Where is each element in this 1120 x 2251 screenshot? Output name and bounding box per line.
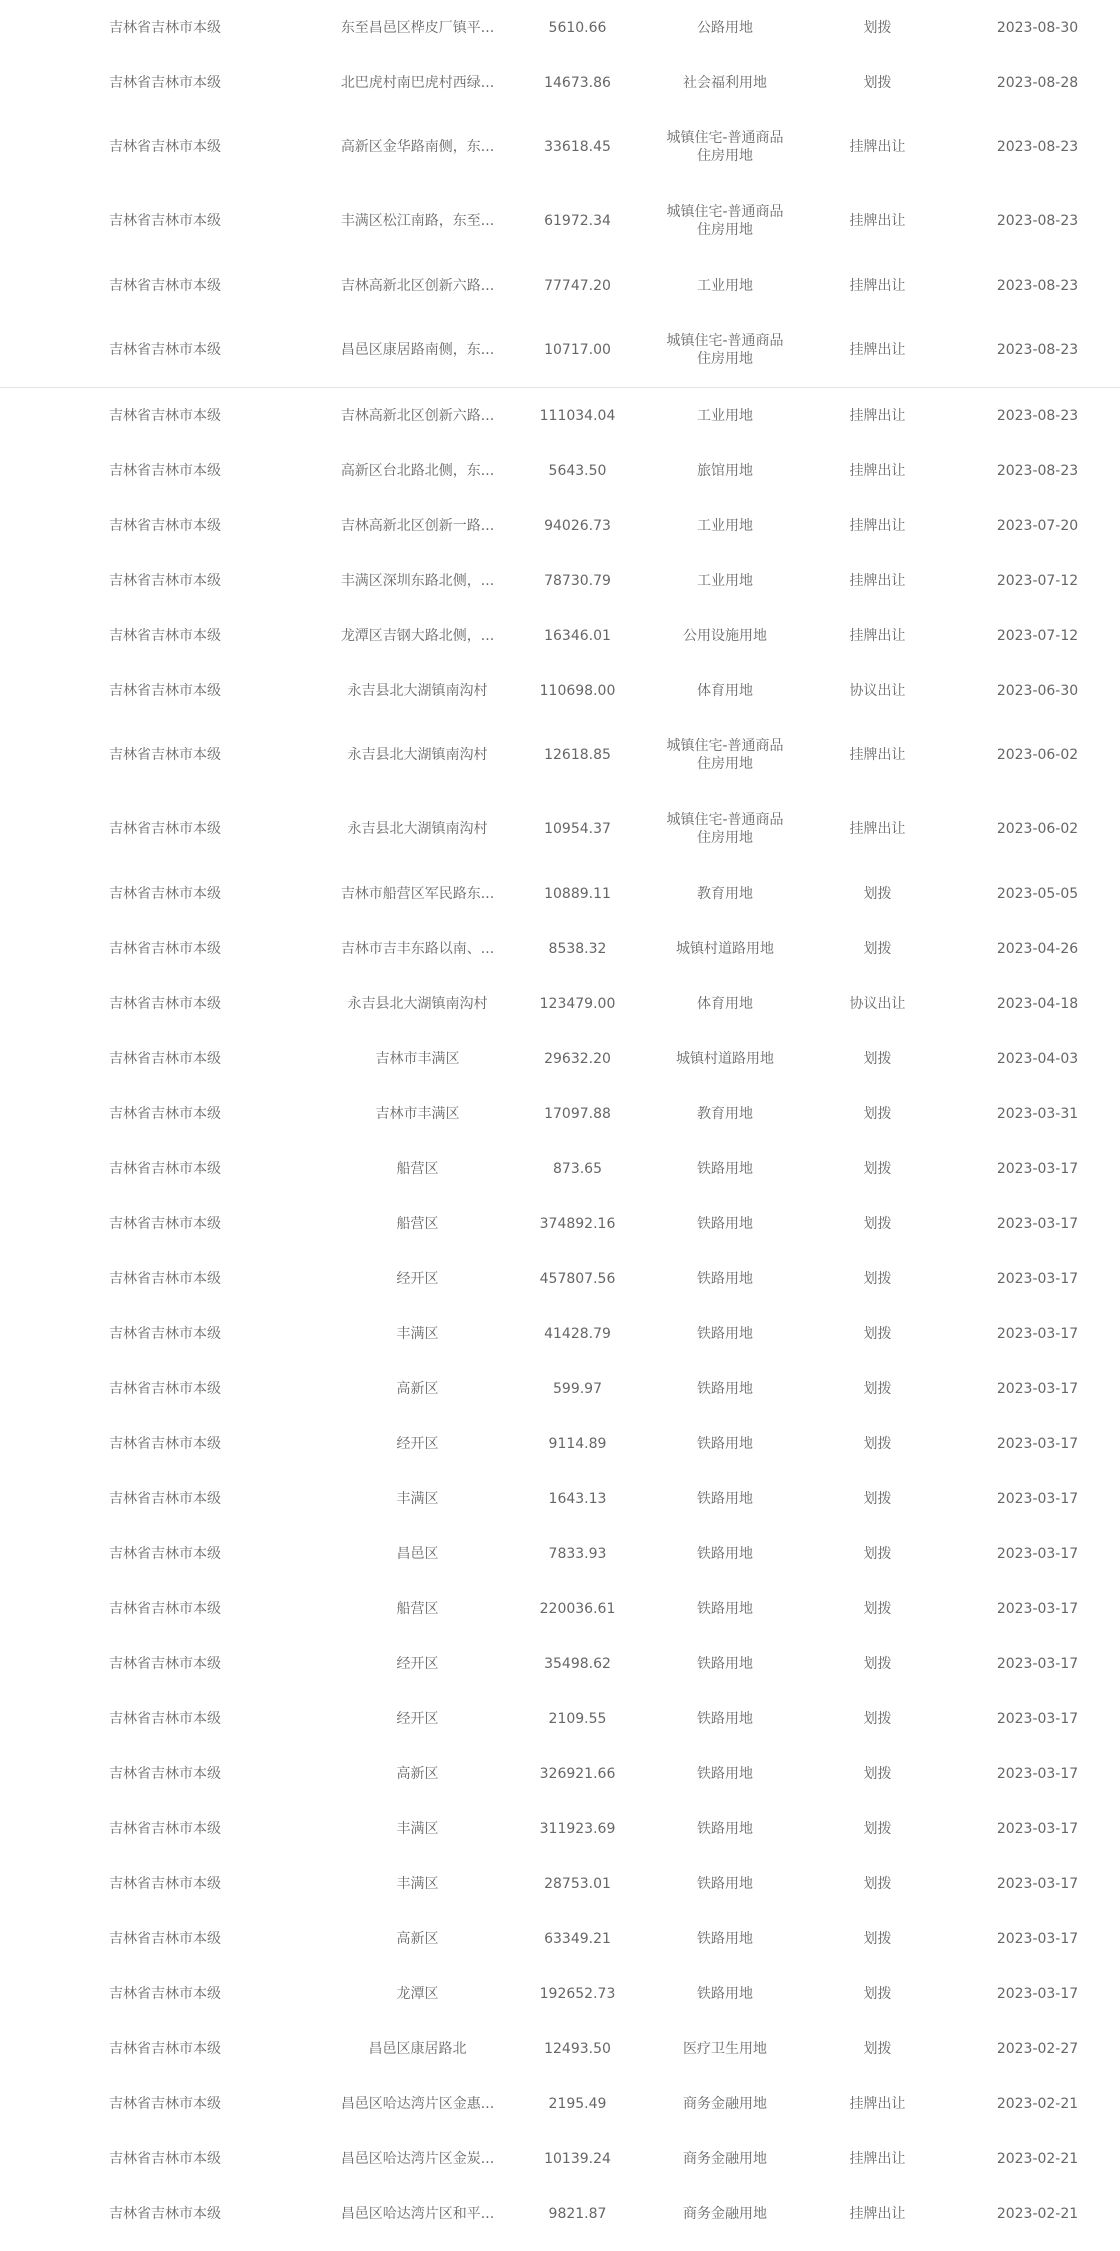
cell-method: 划拨 xyxy=(863,74,892,91)
cell-date: 2023-08-23 xyxy=(996,407,1079,424)
table-row[interactable] xyxy=(0,921,1120,976)
cell-location: 高新区 xyxy=(396,1380,439,1397)
cell-date: 2023-04-03 xyxy=(996,1050,1079,1067)
cell-area: 7833.93 xyxy=(548,1545,607,1562)
cell-region: 吉林省吉林市本级 xyxy=(109,74,221,91)
table-row[interactable] xyxy=(0,1746,1120,1801)
cell-area: 14673.86 xyxy=(544,74,611,91)
cell-date: 2023-03-17 xyxy=(996,1435,1079,1452)
cell-method: 划拨 xyxy=(863,1985,892,2002)
cell-region: 吉林省吉林市本级 xyxy=(109,1710,221,1727)
cell-method: 划拨 xyxy=(863,1270,892,1287)
cell-method: 挂牌出让 xyxy=(849,2095,906,2112)
cell-method: 划拨 xyxy=(863,1325,892,1342)
cell-region: 吉林省吉林市本级 xyxy=(109,1325,221,1342)
cell-region: 吉林省吉林市本级 xyxy=(0,313,330,388)
cell-date: 2023-02-21 xyxy=(996,2095,1079,2112)
cell-location: 吉林高新北区创新六路... xyxy=(340,407,495,424)
cell-region: 吉林省吉林市本级 xyxy=(109,1050,221,1067)
cell-region: 吉林省吉林市本级 xyxy=(109,1490,221,1507)
cell-location: 丰满区 xyxy=(396,1490,439,1507)
table-row[interactable] xyxy=(0,976,1120,1031)
cell-date: 2023-03-17 xyxy=(996,1380,1079,1397)
cell-date: 2023-06-30 xyxy=(996,682,1079,699)
cell-method: 划拨 xyxy=(863,1600,892,1617)
cell-area: 123479.00 xyxy=(539,995,616,1012)
cell-use: 教育用地 xyxy=(697,1105,753,1122)
cell-location: 永吉县北大湖镇南沟村 xyxy=(347,682,488,699)
cell-date: 2023-07-12 xyxy=(996,572,1079,589)
cell-region: 吉林省吉林市本级 xyxy=(109,1215,221,1232)
cell-use: 城镇住宅-普通商品住房用地 xyxy=(666,812,784,846)
cell-use: 铁路用地 xyxy=(697,1820,753,1837)
cell-region: 吉林省吉林市本级 xyxy=(109,747,221,763)
cell-location: 吉林市丰满区 xyxy=(375,1050,460,1067)
cell-region: 吉林省吉林市本级 xyxy=(109,2150,221,2167)
cell-location: 永吉县北大湖镇南沟村 xyxy=(347,995,488,1012)
cell-method: 划拨 xyxy=(863,885,892,902)
cell-date: 2023-08-23 xyxy=(996,213,1079,229)
cell-method: 挂牌出让 xyxy=(849,407,906,424)
cell-location: 昌邑区康居路北 xyxy=(368,2040,467,2057)
cell-method: 挂牌出让 xyxy=(849,2150,906,2167)
table-row[interactable] xyxy=(0,1031,1120,1086)
cell-date: 2023-02-27 xyxy=(996,2040,1079,2057)
cell-location: 船营区 xyxy=(396,1600,439,1617)
cell-date: 2023-03-17 xyxy=(996,1985,1079,2002)
cell-date: 2023-03-17 xyxy=(996,1325,1079,1342)
cell-method: 划拨 xyxy=(863,1435,892,1452)
cell-method: 划拨 xyxy=(863,1050,892,1067)
table-row[interactable] xyxy=(0,2131,1120,2186)
cell-method: 挂牌出让 xyxy=(849,821,906,837)
table-row[interactable] xyxy=(0,608,1120,663)
cell-date: 2023-03-17 xyxy=(996,1545,1079,1562)
cell-date: 2023-03-17 xyxy=(996,1160,1079,1177)
table-row[interactable] xyxy=(0,1141,1120,1196)
cell-location: 北巴虎村南巴虎村西绿... xyxy=(340,74,495,91)
cell-location: 船营区 xyxy=(396,1215,439,1232)
cell-method: 划拨 xyxy=(863,1380,892,1397)
cell-area: 12618.85 xyxy=(544,747,611,763)
cell-area: 8538.32 xyxy=(548,940,607,957)
cell-date: 2023-03-17 xyxy=(996,1270,1079,1287)
cell-area: 1643.13 xyxy=(548,1490,607,1507)
cell-region: 吉林省吉林市本级 xyxy=(109,995,221,1012)
cell-location: 吉林高新北区创新一路... xyxy=(340,517,495,534)
cell-location: 丰满区深圳东路北侧，... xyxy=(340,572,495,589)
cell-date: 2023-03-17 xyxy=(996,1765,1079,1782)
table-row[interactable] xyxy=(0,1911,1120,1966)
cell-location: 龙潭区吉钢大路北侧，... xyxy=(340,627,495,644)
cell-area: 10954.37 xyxy=(544,821,611,837)
cell-use: 铁路用地 xyxy=(697,1875,753,1892)
cell-area: 61972.34 xyxy=(544,213,611,229)
cell-use: 商务金融用地 xyxy=(683,2150,767,2167)
cell-method: 挂牌出让 xyxy=(849,627,906,644)
cell-region: 吉林省吉林市本级 xyxy=(109,1435,221,1452)
cell-location: 吉林市船营区军民路东... xyxy=(340,885,495,902)
cell-area: 41428.79 xyxy=(544,1325,611,1342)
cell-use: 城镇住宅-普通商品住房用地 xyxy=(666,130,784,164)
cell-method: 划拨 xyxy=(863,940,892,957)
table-row[interactable] xyxy=(0,313,1120,388)
cell-date: 2023-04-18 xyxy=(996,995,1079,1012)
table-row[interactable] xyxy=(0,663,1120,718)
cell-area: 599.97 xyxy=(553,1380,602,1397)
cell-location: 丰满区 xyxy=(396,1875,439,1892)
cell-area: 192652.73 xyxy=(539,1985,616,2002)
cell-method: 挂牌出让 xyxy=(849,213,906,229)
cell-date: 2023-02-21 xyxy=(996,2205,1079,2222)
cell-method: 挂牌出让 xyxy=(849,139,906,155)
cell-use: 铁路用地 xyxy=(697,1930,753,1947)
cell-location: 昌邑区哈达湾片区金惠... xyxy=(340,2095,495,2112)
cell-area: 5610.66 xyxy=(548,19,607,36)
table-row[interactable] xyxy=(0,1086,1120,1141)
cell-area: 110698.00 xyxy=(539,682,616,699)
cell-use: 商务金融用地 xyxy=(683,2095,767,2112)
cell-area: 2195.49 xyxy=(548,2095,607,2112)
table-row[interactable] xyxy=(0,792,1120,866)
cell-region: 吉林省吉林市本级 xyxy=(109,407,221,424)
cell-region: 吉林省吉林市本级 xyxy=(109,2040,221,2057)
table-row[interactable] xyxy=(0,110,1120,184)
table-row[interactable] xyxy=(0,2186,1120,2241)
cell-area: 311923.69 xyxy=(539,1820,616,1837)
cell-location: 昌邑区 xyxy=(396,1545,439,1562)
cell-region: 吉林省吉林市本级 xyxy=(109,1655,221,1672)
cell-location: 高新区金华路南侧，东... xyxy=(340,139,495,155)
table-row[interactable] xyxy=(0,718,1120,792)
cell-method: 划拨 xyxy=(863,1490,892,1507)
cell-method: 划拨 xyxy=(863,1655,892,1672)
table-row[interactable] xyxy=(0,1416,1120,1471)
cell-use: 铁路用地 xyxy=(697,1655,753,1672)
table-row[interactable] xyxy=(0,184,1120,258)
cell-use: 教育用地 xyxy=(697,885,753,902)
cell-method: 协议出让 xyxy=(849,682,906,699)
cell-use: 铁路用地 xyxy=(697,1765,753,1782)
cell-location: 永吉县北大湖镇南沟村 xyxy=(347,747,488,763)
cell-area: 111034.04 xyxy=(539,407,616,424)
table-row[interactable] xyxy=(0,0,1120,55)
cell-location: 永吉县北大湖镇南沟村 xyxy=(347,821,488,837)
cell-location: 昌邑区哈达湾片区和平... xyxy=(340,2205,495,2222)
cell-date: 2023-04-26 xyxy=(996,940,1079,957)
cell-method: 划拨 xyxy=(863,1765,892,1782)
table-row[interactable] xyxy=(0,388,1120,444)
cell-region: 吉林省吉林市本级 xyxy=(109,2095,221,2112)
cell-area: 10717.00 xyxy=(505,313,650,388)
cell-date: 2023-07-20 xyxy=(996,517,1079,534)
cell-method: 划拨 xyxy=(863,1545,892,1562)
cell-method: 划拨 xyxy=(863,1710,892,1727)
cell-method: 协议出让 xyxy=(849,995,906,1012)
cell-area: 94026.73 xyxy=(544,517,611,534)
cell-date: 2023-06-02 xyxy=(996,747,1079,763)
cell-area: 29632.20 xyxy=(544,1050,611,1067)
cell-region: 吉林省吉林市本级 xyxy=(109,462,221,479)
cell-location: 丰满区 xyxy=(396,1820,439,1837)
cell-location: 经开区 xyxy=(396,1655,439,1672)
cell-region: 吉林省吉林市本级 xyxy=(109,1380,221,1397)
table-row[interactable] xyxy=(0,1691,1120,1746)
cell-location: 吉林市丰满区 xyxy=(375,1105,460,1122)
cell-area: 9821.87 xyxy=(548,2205,607,2222)
cell-location: 昌邑区康居路南侧，东... xyxy=(330,313,505,388)
cell-use: 商务金融用地 xyxy=(683,2205,767,2222)
cell-region: 吉林省吉林市本级 xyxy=(109,1820,221,1837)
cell-date: 2023-06-02 xyxy=(996,821,1079,837)
cell-region: 吉林省吉林市本级 xyxy=(109,277,221,294)
cell-method: 挂牌出让 xyxy=(849,462,906,479)
cell-area: 9114.89 xyxy=(548,1435,607,1452)
cell-use: 铁路用地 xyxy=(697,1215,753,1232)
cell-use: 城镇住宅-普通商品住房用地 xyxy=(666,204,784,238)
cell-area: 17097.88 xyxy=(544,1105,611,1122)
cell-method: 挂牌出让 xyxy=(800,313,955,388)
cell-region: 吉林省吉林市本级 xyxy=(109,1930,221,1947)
cell-region: 吉林省吉林市本级 xyxy=(109,1160,221,1177)
cell-area: 63349.21 xyxy=(544,1930,611,1947)
table-row[interactable] xyxy=(0,1306,1120,1361)
cell-location: 东至昌邑区桦皮厂镇平... xyxy=(340,19,495,36)
cell-area: 873.65 xyxy=(553,1160,602,1177)
cell-area: 10139.24 xyxy=(544,2150,611,2167)
cell-use: 城镇村道路用地 xyxy=(676,940,774,957)
cell-location: 昌邑区哈达湾片区金炭... xyxy=(340,2150,495,2167)
cell-date: 2023-08-30 xyxy=(996,19,1079,36)
cell-area: 12493.50 xyxy=(544,2040,611,2057)
cell-date: 2023-08-23 xyxy=(996,462,1079,479)
table-row[interactable] xyxy=(0,1196,1120,1251)
cell-use: 城镇住宅-普通商品住房用地 xyxy=(650,313,800,388)
cell-date: 2023-08-23 xyxy=(955,313,1120,388)
cell-date: 2023-03-17 xyxy=(996,1820,1079,1837)
cell-date: 2023-03-31 xyxy=(996,1105,1079,1122)
cell-location: 高新区 xyxy=(396,1930,439,1947)
cell-location: 吉林市吉丰东路以南、... xyxy=(340,940,495,957)
table-row[interactable] xyxy=(0,866,1120,921)
cell-date: 2023-02-21 xyxy=(996,2150,1079,2167)
cell-use: 铁路用地 xyxy=(697,1600,753,1617)
cell-location: 船营区 xyxy=(396,1160,439,1177)
cell-area: 220036.61 xyxy=(539,1600,616,1617)
cell-method: 划拨 xyxy=(863,1875,892,1892)
cell-use: 工业用地 xyxy=(697,277,753,294)
cell-use: 城镇村道路用地 xyxy=(676,1050,774,1067)
cell-method: 挂牌出让 xyxy=(849,517,906,534)
cell-method: 划拨 xyxy=(863,1105,892,1122)
cell-date: 2023-03-17 xyxy=(996,1215,1079,1232)
cell-method: 划拨 xyxy=(863,2040,892,2057)
cell-region: 吉林省吉林市本级 xyxy=(109,627,221,644)
cell-use: 体育用地 xyxy=(697,995,753,1012)
cell-use: 公路用地 xyxy=(697,19,753,36)
cell-area: 16346.01 xyxy=(544,627,611,644)
table-row[interactable] xyxy=(0,443,1120,498)
table-row[interactable] xyxy=(0,498,1120,553)
cell-method: 划拨 xyxy=(863,1215,892,1232)
cell-region: 吉林省吉林市本级 xyxy=(109,1545,221,1562)
cell-region: 吉林省吉林市本级 xyxy=(109,885,221,902)
cell-region: 吉林省吉林市本级 xyxy=(109,1765,221,1782)
table-row[interactable] xyxy=(0,2021,1120,2076)
cell-region: 吉林省吉林市本级 xyxy=(109,213,221,229)
cell-use: 铁路用地 xyxy=(697,1710,753,1727)
table-row[interactable] xyxy=(0,55,1120,110)
table-row[interactable] xyxy=(0,2076,1120,2131)
cell-use: 工业用地 xyxy=(697,517,753,534)
cell-date: 2023-07-12 xyxy=(996,627,1079,644)
cell-location: 高新区台北路北侧，东... xyxy=(340,462,495,479)
cell-date: 2023-08-28 xyxy=(996,74,1079,91)
cell-region: 吉林省吉林市本级 xyxy=(109,1270,221,1287)
cell-date: 2023-03-17 xyxy=(996,1600,1079,1617)
cell-region: 吉林省吉林市本级 xyxy=(109,139,221,155)
table-row[interactable] xyxy=(0,1251,1120,1306)
cell-region: 吉林省吉林市本级 xyxy=(109,19,221,36)
cell-use: 铁路用地 xyxy=(697,1985,753,2002)
cell-region: 吉林省吉林市本级 xyxy=(109,1600,221,1617)
cell-use: 铁路用地 xyxy=(697,1490,753,1507)
table-row[interactable] xyxy=(0,1361,1120,1416)
cell-use: 社会福利用地 xyxy=(683,74,767,91)
cell-region: 吉林省吉林市本级 xyxy=(109,1105,221,1122)
cell-use: 铁路用地 xyxy=(697,1545,753,1562)
cell-method: 挂牌出让 xyxy=(849,747,906,763)
cell-date: 2023-03-17 xyxy=(996,1655,1079,1672)
cell-use: 工业用地 xyxy=(697,407,753,424)
cell-area: 2109.55 xyxy=(548,1710,607,1727)
table-row[interactable] xyxy=(0,1856,1120,1911)
cell-area: 10889.11 xyxy=(544,885,611,902)
cell-region: 吉林省吉林市本级 xyxy=(109,572,221,589)
cell-date: 2023-03-17 xyxy=(996,1490,1079,1507)
table-row[interactable] xyxy=(0,1471,1120,1526)
cell-area: 457807.56 xyxy=(539,1270,616,1287)
table-row[interactable] xyxy=(0,1966,1120,2021)
cell-date: 2023-03-17 xyxy=(996,1930,1079,1947)
cell-region: 吉林省吉林市本级 xyxy=(109,940,221,957)
cell-area: 35498.62 xyxy=(544,1655,611,1672)
cell-use: 铁路用地 xyxy=(697,1380,753,1397)
cell-area: 374892.16 xyxy=(539,1215,616,1232)
cell-method: 划拨 xyxy=(863,1820,892,1837)
cell-method: 挂牌出让 xyxy=(849,572,906,589)
cell-location: 经开区 xyxy=(396,1435,439,1452)
table-row[interactable] xyxy=(0,1801,1120,1856)
cell-area: 5643.50 xyxy=(548,462,607,479)
cell-method: 划拨 xyxy=(863,1160,892,1177)
cell-method: 挂牌出让 xyxy=(849,2205,906,2222)
cell-location: 丰满区松江南路，东至... xyxy=(340,213,495,229)
cell-location: 高新区 xyxy=(396,1765,439,1782)
cell-region: 吉林省吉林市本级 xyxy=(109,682,221,699)
cell-date: 2023-08-23 xyxy=(996,139,1079,155)
cell-area: 326921.66 xyxy=(539,1765,616,1782)
cell-use: 铁路用地 xyxy=(697,1160,753,1177)
cell-region: 吉林省吉林市本级 xyxy=(109,2205,221,2222)
cell-region: 吉林省吉林市本级 xyxy=(109,1985,221,2002)
cell-use: 医疗卫生用地 xyxy=(683,2040,767,2057)
table-row[interactable] xyxy=(0,258,1120,313)
table-row[interactable] xyxy=(0,553,1120,608)
table-row[interactable] xyxy=(0,1636,1120,1691)
cell-method: 划拨 xyxy=(863,19,892,36)
cell-use: 公用设施用地 xyxy=(683,627,767,644)
cell-use: 城镇住宅-普通商品住房用地 xyxy=(666,738,784,772)
cell-use: 工业用地 xyxy=(697,572,753,589)
cell-region: 吉林省吉林市本级 xyxy=(109,821,221,837)
cell-location: 经开区 xyxy=(396,1710,439,1727)
cell-use: 旅馆用地 xyxy=(697,462,753,479)
cell-area: 28753.01 xyxy=(544,1875,611,1892)
cell-date: 2023-05-05 xyxy=(996,885,1079,902)
cell-region: 吉林省吉林市本级 xyxy=(109,1875,221,1892)
table-row[interactable] xyxy=(0,1581,1120,1636)
cell-area: 33618.45 xyxy=(544,139,611,155)
cell-date: 2023-03-17 xyxy=(996,1875,1079,1892)
cell-region: 吉林省吉林市本级 xyxy=(109,517,221,534)
cell-use: 铁路用地 xyxy=(697,1270,753,1287)
cell-date: 2023-08-23 xyxy=(996,277,1079,294)
cell-use: 铁路用地 xyxy=(697,1325,753,1342)
cell-location: 吉林高新北区创新六路... xyxy=(340,277,495,294)
cell-use: 铁路用地 xyxy=(697,1435,753,1452)
cell-method: 划拨 xyxy=(863,1930,892,1947)
cell-date: 2023-03-17 xyxy=(996,1710,1079,1727)
cell-location: 丰满区 xyxy=(396,1325,439,1342)
cell-area: 77747.20 xyxy=(544,277,611,294)
table-row[interactable] xyxy=(0,1526,1120,1581)
cell-use: 体育用地 xyxy=(697,682,753,699)
cell-location: 经开区 xyxy=(396,1270,439,1287)
cell-location: 龙潭区 xyxy=(396,1985,439,2002)
cell-area: 78730.79 xyxy=(544,572,611,589)
cell-method: 挂牌出让 xyxy=(849,277,906,294)
